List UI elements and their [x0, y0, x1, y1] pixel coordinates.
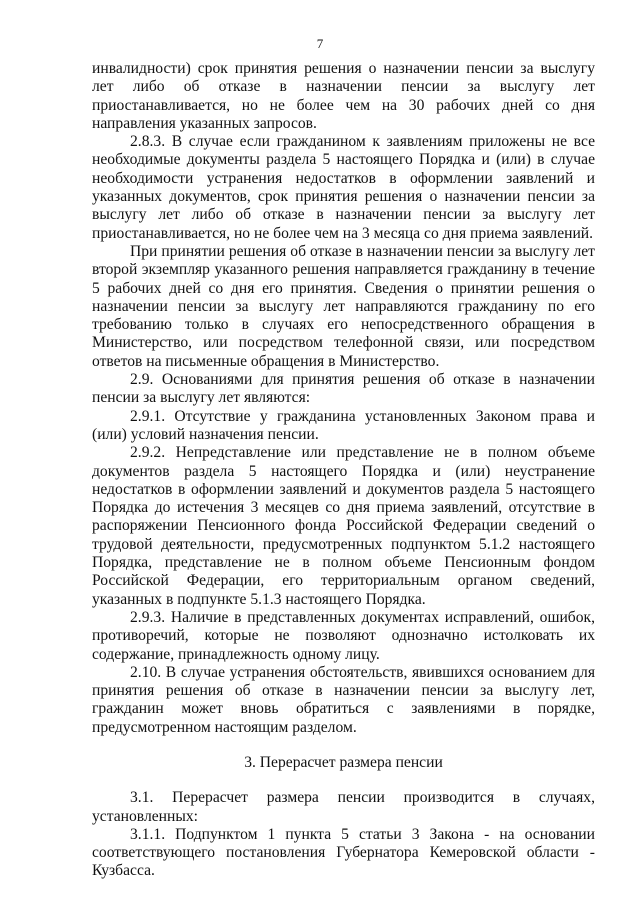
page-number: 7 [316, 36, 324, 51]
paragraph-2-9-2: 2.9.2. Непредставление или представление не в полном объеме документов раздела 5 настоящего Порядка и (или) неустранение недостатков в оформлении заявлений и документов раздела 5 настоящего Порядка до истечения 3 месяцев со дня приема заявлений, отсутствие в распоряжении Пенсионного фонда Российской Федерации сведений о трудовой деятельности, предусмотренных подпунктом 5.1.2 настоящего Порядка, представление не в полном объеме Пенсионным фондом Российской Федерации, его территориальным органом сведений, указанных в подпункте 5.1.3 настоящего Порядка. [92, 444, 595, 608]
paragraph-continuation: инвалидности) срок принятия решения о назначении пенсии за выслугу лет либо об отказе в назначении пенсии за выслугу лет приостанавливается, но не более чем на 30 рабочих дней со дня направления указанных запросов. [92, 60, 595, 132]
document-body [92, 60, 595, 881]
section-heading: 3. Перерасчет размера пенсии [244, 753, 443, 771]
paragraph-2-9-1: 2.9.1. Отсутствие у гражданина установленных Законом права и (или) условий назначения пенсии. [92, 407, 595, 443]
paragraph-2-8-3: 2.8.3. В случае если гражданином к заявлениям приложены не все необходимые документы раздела 5 настоящего Порядка и (или) в случае необходимости устранения недостатков в оформлении заявлений и указанных документов, срок принятия решения о назначении пенсии за выслугу лет либо об отказе в назначении пенсии за выслугу лет приостанавливается, но не более чем на 3 месяца со дня приема заявлений. [92, 133, 595, 242]
paragraph-3-1-1: 3.1.1. Подпунктом 1 пункта 5 статьи 3 Закона - на основании соответствующего постановления Губернатора Кемеровской области - Кузбасса. [92, 825, 595, 880]
paragraph-3-1: 3.1. Перерасчет размера пенсии производится в случаях, установленных: [92, 789, 595, 825]
paragraph-refusal-notice: При принятии решения об отказе в назначении пенсии за выслугу лет второй экземпляр указанного решения направляется гражданину в течение 5 рабочих дней со дня его принятия. Сведения о принятии решения о назначении пенсии за выслугу лет направляются гражданину по его требованию только в случаях его непосредственного обращения в Министерство, или посредством телефонной связи, или посредством ответов на письменные обращения в Министерство. [92, 242, 595, 370]
paragraph-2-9-3: 2.9.3. Наличие в представленных документах исправлений, ошибок, противоречий, которые не позволяют однозначно истолковать их содержание, принадлежность одному лицу. [92, 608, 595, 663]
paragraph-2-10: 2.10. В случае устранения обстоятельств, явившихся основанием для принятия решения об отказе в назначении пенсии за выслугу лет, гражданин может вновь обратиться с заявлениями в порядке, предусмотренном настоящим разделом. [92, 663, 595, 736]
paragraph-2-9: 2.9. Основаниями для принятия решения об отказе в назначении пенсии за выслугу лет являются: [92, 371, 595, 407]
